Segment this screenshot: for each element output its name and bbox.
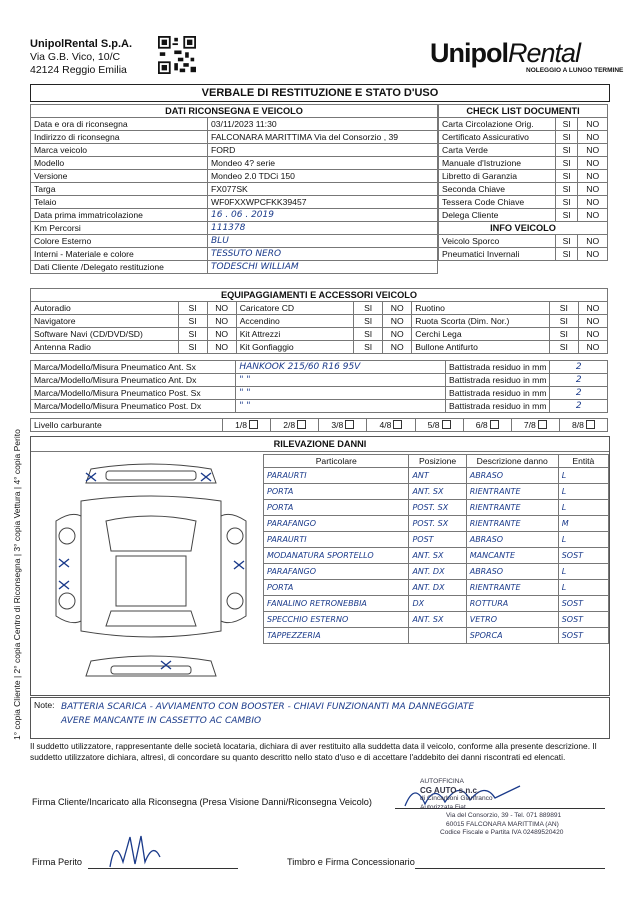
signature-perito-icon (105, 832, 165, 872)
checklist-si: SI (556, 157, 578, 170)
dati-row (31, 131, 438, 144)
equip-header: EQUIPAGGIAMENTI E ACCESSORI VEICOLO (31, 289, 608, 302)
dati-value: 03/11/2023 11:30 (208, 118, 438, 131)
danni-pos: ANT. SX (409, 548, 466, 564)
danni-pos: DX (409, 596, 466, 612)
equip-si: SI (354, 341, 383, 354)
equip-no: NO (207, 315, 236, 328)
fuel-checkbox-icon (490, 420, 499, 429)
equip-si: SI (354, 302, 383, 315)
stamp-line-7: Codice Fiscale e Partita IVA 02489520420 (440, 829, 564, 836)
danni-col-header: Descrizione danno (466, 455, 558, 468)
checklist-no: NO (578, 196, 608, 209)
fuel-level-label: 2/8 (283, 420, 296, 430)
checklist-header: CHECK LIST DOCUMENTI (439, 105, 608, 118)
tyre-row (31, 400, 608, 413)
equip-no: NO (207, 302, 236, 315)
equip-row (31, 341, 608, 354)
danni-pos: POST. SX (409, 516, 466, 532)
danni-col-header: Posizione (409, 455, 466, 468)
checklist-table (438, 104, 608, 261)
dati-value: Mondeo 2.0 TDCi 150 (208, 170, 438, 183)
equip-no: NO (383, 315, 412, 328)
equip-no: NO (207, 341, 236, 354)
danni-p: FANALINO RETRONEBBIA (264, 596, 409, 612)
equip-label: Software Navi (CD/DVD/SD) (31, 328, 179, 341)
checklist-label: Libretto di Garanzia (439, 170, 556, 183)
equip-si: SI (354, 328, 383, 341)
dati-value: FORD (208, 144, 438, 157)
danni-p: PORTA (264, 484, 409, 500)
dati-value: TESSUTO NERO (208, 248, 438, 261)
danni-p: PORTA (264, 580, 409, 596)
signature-timbro-label: Timbro e Firma Concessionario (287, 857, 415, 867)
checklist-row (439, 235, 608, 248)
danni-pos: ANT. SX (409, 484, 466, 500)
tread-label: Battistrada residuo in mm (446, 374, 550, 387)
danni-pos (409, 628, 466, 644)
fuel-table (30, 418, 608, 432)
tyre-label: Marca/Modello/Misura Pneumatico Post. Dx (31, 400, 236, 413)
danni-col-header: Particolare (264, 455, 409, 468)
danni-p: MODANATURA SPORTELLO (264, 548, 409, 564)
equip-label: Caricatore CD (236, 302, 353, 315)
dati-row (31, 261, 438, 274)
company-name: UnipolRental S.p.A. (30, 38, 133, 50)
checklist-no: NO (578, 209, 608, 222)
dati-value: TODESCHI WILLIAM (208, 261, 438, 274)
equip-no: NO (578, 302, 607, 315)
danni-pos: ANT (409, 468, 466, 484)
fuel-label: Livello carburante (31, 419, 223, 432)
fuel-level (223, 419, 271, 432)
danni-e: SOST (558, 596, 608, 612)
dati-row (31, 183, 438, 196)
note-line-1: BATTERIA SCARICA - AVVIAMENTO CON BOOSTER - CHIAVI FUNZIONANTI MA DANNEGGIATE (61, 702, 475, 712)
checklist-label: Veicolo Sporco (439, 235, 556, 248)
dati-table (30, 104, 438, 274)
checklist-si: SI (556, 209, 578, 222)
equip-label: Ruotino (412, 302, 549, 315)
tread-value: 2 (550, 374, 608, 387)
checklist-no: NO (578, 144, 608, 157)
fuel-checkbox-icon (538, 420, 547, 429)
company-block (30, 38, 132, 77)
fuel-checkbox-icon (442, 420, 451, 429)
stamp-line-5: Via del Consorzio, 39 - Tel. 071 889891 (446, 812, 562, 819)
danni-e: SOST (558, 548, 608, 564)
stamp-line-3: di Cincarboni Gianfranco (420, 795, 493, 802)
dati-row (31, 157, 438, 170)
checklist-label: Seconda Chiave (439, 183, 556, 196)
danni-d: ABRASO (466, 564, 558, 580)
danni-e: L (558, 484, 608, 500)
dati-label: Interni - Materiale e colore (31, 248, 208, 261)
tyre-table (30, 360, 608, 413)
fuel-checkbox-icon (586, 420, 595, 429)
danni-e: M (558, 516, 608, 532)
checklist-row (439, 196, 608, 209)
equip-label: Accendino (236, 315, 353, 328)
checklist-row (439, 183, 608, 196)
tread-label: Battistrada residuo in mm (446, 387, 550, 400)
car-diagram-icon (51, 461, 251, 691)
checklist-no: NO (578, 248, 608, 261)
tyre-value: " " (236, 400, 446, 413)
fuel-level (511, 419, 559, 432)
danni-header: RILEVAZIONE DANNI (31, 437, 609, 452)
danni-e: L (558, 532, 608, 548)
danni-p: SPECCHIO ESTERNO (264, 612, 409, 628)
tyre-value: " " (236, 374, 446, 387)
danni-p: PORTA (264, 500, 409, 516)
dati-value: FALCONARA MARITTIMA Via del Consorzio , 39 (208, 131, 438, 144)
danni-p: TAPPEZZERIA (264, 628, 409, 644)
danni-d: RIENTRANTE (466, 580, 558, 596)
company-address-1: Via G.B. Vico, 10/C (30, 51, 121, 63)
danni-e: L (558, 564, 608, 580)
danni-p: PARAFANGO (264, 564, 409, 580)
equip-si: SI (178, 315, 207, 328)
checklist-label: Manuale d'Istruzione (439, 157, 556, 170)
equip-row (31, 315, 608, 328)
danni-row (264, 548, 609, 564)
qr-code-icon (158, 34, 196, 76)
tyre-label: Marca/Modello/Misura Pneumatico Ant. Dx (31, 374, 236, 387)
checklist-row (439, 170, 608, 183)
equip-label: Cerchi Lega (412, 328, 549, 341)
stamp-line-6: 60015 FALCONARA MARITTIMA (AN) (446, 820, 559, 828)
tread-label: Battistrada residuo in mm (446, 361, 550, 374)
danni-pos: POST. SX (409, 500, 466, 516)
equip-label: Kit Gonfiaggio (236, 341, 353, 354)
dati-value: Mondeo 4? serie (208, 157, 438, 170)
dati-row (31, 196, 438, 209)
page-title: VERBALE DI RESTITUZIONE E STATO D'USO (30, 84, 610, 102)
dati-label: Targa (31, 183, 208, 196)
fuel-level (271, 419, 319, 432)
fuel-level-label: 4/8 (379, 420, 392, 430)
danni-pos: POST (409, 532, 466, 548)
checklist-label: Pneumatici Invernali (439, 248, 556, 261)
dati-row (31, 248, 438, 261)
checklist-si: SI (556, 118, 578, 131)
checklist-no: NO (578, 157, 608, 170)
danni-e: SOST (558, 612, 608, 628)
dati-label: Dati Cliente /Delegato restituzione (31, 261, 208, 274)
signature-cliente-label: Firma Cliente/Incaricato alla Riconsegna (Presa Visione Danni/Riconsegna Veicolo) (32, 797, 372, 807)
note-line-2: AVERE MANCANTE IN CASSETTO AC CAMBIO (61, 716, 262, 726)
equip-no: NO (578, 315, 607, 328)
danni-row (264, 500, 609, 516)
company-address-2: 42124 Reggio Emilia (30, 64, 127, 76)
equip-no: NO (383, 302, 412, 315)
tyre-label: Marca/Modello/Misura Pneumatico Post. Sx (31, 387, 236, 400)
danni-pos: ANT. SX (409, 612, 466, 628)
danni-d: RIENTRANTE (466, 516, 558, 532)
checklist-si: SI (556, 183, 578, 196)
danni-e: L (558, 580, 608, 596)
danni-pos: ANT. DX (409, 564, 466, 580)
tread-value: 2 (550, 387, 608, 400)
danni-pos: ANT. DX (409, 580, 466, 596)
dati-row (31, 209, 438, 222)
equip-si: SI (549, 341, 578, 354)
checklist-label: Carta Verde (439, 144, 556, 157)
fuel-checkbox-icon (393, 420, 402, 429)
fuel-level (559, 419, 607, 432)
stamp-line-1: AUTOFFICINA (420, 778, 464, 785)
copy-side-label: 1° copia Cliente | 2° copia Centro di Riconsegna | 3° copia Vettura | 4° copia Perito (12, 429, 22, 740)
dati-value: FX077SK (208, 183, 438, 196)
fuel-level (463, 419, 511, 432)
dati-value: 111378 (208, 222, 438, 235)
danni-table (263, 454, 609, 644)
checklist-no: NO (578, 235, 608, 248)
dati-row (31, 144, 438, 157)
dati-row (31, 222, 438, 235)
dati-row (31, 170, 438, 183)
equip-si: SI (178, 302, 207, 315)
danni-d: VETRO (466, 612, 558, 628)
tyre-label: Marca/Modello/Misura Pneumatico Ant. Sx (31, 361, 236, 374)
danni-row (264, 468, 609, 484)
equip-no: NO (383, 328, 412, 341)
checklist-row (439, 248, 608, 261)
dati-row (31, 118, 438, 131)
dati-label: Telaio (31, 196, 208, 209)
equip-si: SI (178, 328, 207, 341)
dealer-stamp (408, 778, 608, 838)
fuel-level-label: 7/8 (523, 420, 536, 430)
equip-no: NO (578, 341, 607, 354)
note-box (30, 697, 610, 739)
fuel-checkbox-icon (249, 420, 258, 429)
danni-e: SOST (558, 628, 608, 644)
danni-p: PARAFANGO (264, 516, 409, 532)
checklist-label: Delega Cliente (439, 209, 556, 222)
danni-d: MANCANTE (466, 548, 558, 564)
danni-row (264, 516, 609, 532)
danni-row (264, 596, 609, 612)
fuel-level-label: 1/8 (235, 420, 248, 430)
checklist-si: SI (556, 131, 578, 144)
danni-row (264, 532, 609, 548)
note-label: Note: (34, 700, 55, 710)
logo-brand-b: Rental (507, 38, 581, 68)
fuel-checkbox-icon (297, 420, 306, 429)
fuel-level-label: 8/8 (571, 420, 584, 430)
signature-timbro-line (415, 868, 605, 869)
equip-label: Ruota Scorta (Dim. Nor.) (412, 315, 549, 328)
checklist-no: NO (578, 118, 608, 131)
checklist-label: Certificato Assicurativo (439, 131, 556, 144)
logo-brand-a: Unipol (430, 38, 508, 68)
info-header: INFO VEICOLO (439, 222, 608, 235)
tyre-row (31, 361, 608, 374)
danni-d: ROTTURA (466, 596, 558, 612)
danni-row (264, 580, 609, 596)
equip-label: Kit Attrezzi (236, 328, 353, 341)
dati-label: Marca veicolo (31, 144, 208, 157)
unipolrental-logo (430, 38, 624, 74)
checklist-row (439, 131, 608, 144)
danni-row (264, 564, 609, 580)
tread-value: 2 (550, 361, 608, 374)
danni-row (264, 612, 609, 628)
dati-value: WF0FXXWPCFKK39457 (208, 196, 438, 209)
danni-e: L (558, 500, 608, 516)
checklist-si: SI (556, 144, 578, 157)
equip-label: Navigatore (31, 315, 179, 328)
checklist-si: SI (556, 170, 578, 183)
danni-d: RIENTRANTE (466, 484, 558, 500)
dati-row (31, 235, 438, 248)
dati-header: DATI RICONSEGNA E VEICOLO (31, 105, 438, 118)
fuel-level-label: 6/8 (475, 420, 488, 430)
equip-si: SI (549, 302, 578, 315)
equip-si: SI (354, 315, 383, 328)
tread-label: Battistrada residuo in mm (446, 400, 550, 413)
equip-no: NO (578, 328, 607, 341)
checklist-no: NO (578, 183, 608, 196)
tyre-row (31, 387, 608, 400)
dati-label: Colore Esterno (31, 235, 208, 248)
checklist-si: SI (556, 235, 578, 248)
danni-d: SPORCA (466, 628, 558, 644)
copy-side-text (4, 350, 24, 740)
logo-tagline: NOLEGGIO A LUNGO TERMINE (526, 67, 624, 74)
fuel-level-label: 3/8 (331, 420, 344, 430)
dati-label: Data e ora di riconsegna (31, 118, 208, 131)
checklist-no: NO (578, 170, 608, 183)
checklist-row (439, 209, 608, 222)
checklist-row (439, 157, 608, 170)
equip-row (31, 302, 608, 315)
checklist-row (439, 118, 608, 131)
checklist-si: SI (556, 248, 578, 261)
danni-p: PARAURTI (264, 468, 409, 484)
checklist-si: SI (556, 196, 578, 209)
dati-label: Indirizzo di riconsegna (31, 131, 208, 144)
dati-label: Km Percorsi (31, 222, 208, 235)
stamp-line-2: CG AUTO s.n.c. (420, 785, 480, 795)
equip-row (31, 328, 608, 341)
dati-value: 16 . 06 . 2019 (208, 209, 438, 222)
disclaimer: Il suddetto utilizzatore, rappresentante delle società locataria, dichiara di aver restituito alla suddetta data il veicolo, conforme alla presente descrizione. Il suddetto utilizzatore dichiara, altresì, di concordare su quanto descritto nello stato d'uso e di accettare l'addebito dei danni riscontrati ed elencati. (30, 741, 597, 762)
checklist-label: Tessera Code Chiave (439, 196, 556, 209)
danni-col-header: Entità (558, 455, 608, 468)
fuel-level-label: 5/8 (427, 420, 440, 430)
tyre-value: HANKOOK 215/60 R16 95V (236, 361, 446, 374)
checklist-no: NO (578, 131, 608, 144)
fuel-level (367, 419, 415, 432)
dati-label: Data prima immatricolazione (31, 209, 208, 222)
fuel-level (415, 419, 463, 432)
equip-label: Antenna Radio (31, 341, 179, 354)
fuel-checkbox-icon (345, 420, 354, 429)
signature-perito-label: Firma Perito (32, 857, 83, 867)
tyre-value: " " (236, 387, 446, 400)
equip-si: SI (178, 341, 207, 354)
danni-section (30, 436, 610, 696)
equip-si: SI (549, 315, 578, 328)
equip-si: SI (549, 328, 578, 341)
equip-table (30, 288, 608, 354)
checklist-row (439, 144, 608, 157)
dati-label: Modello (31, 157, 208, 170)
danni-d: ABRASO (466, 532, 558, 548)
tyre-row (31, 374, 608, 387)
danni-e: L (558, 468, 608, 484)
danni-d: RIENTRANTE (466, 500, 558, 516)
danni-row (264, 484, 609, 500)
dati-value: BLU (208, 235, 438, 248)
dati-label: Versione (31, 170, 208, 183)
equip-label: Autoradio (31, 302, 179, 315)
danni-row (264, 628, 609, 644)
checklist-label: Carta Circolazione Orig. (439, 118, 556, 131)
danni-p: PARAURTI (264, 532, 409, 548)
danni-d: ABRASO (466, 468, 558, 484)
stamp-line-4: Autorizzata Fiat (420, 803, 466, 811)
equip-no: NO (207, 328, 236, 341)
equip-label: Bullone Antifurto (412, 341, 549, 354)
equip-no: NO (383, 341, 412, 354)
fuel-level (319, 419, 367, 432)
tread-value: 2 (550, 400, 608, 413)
